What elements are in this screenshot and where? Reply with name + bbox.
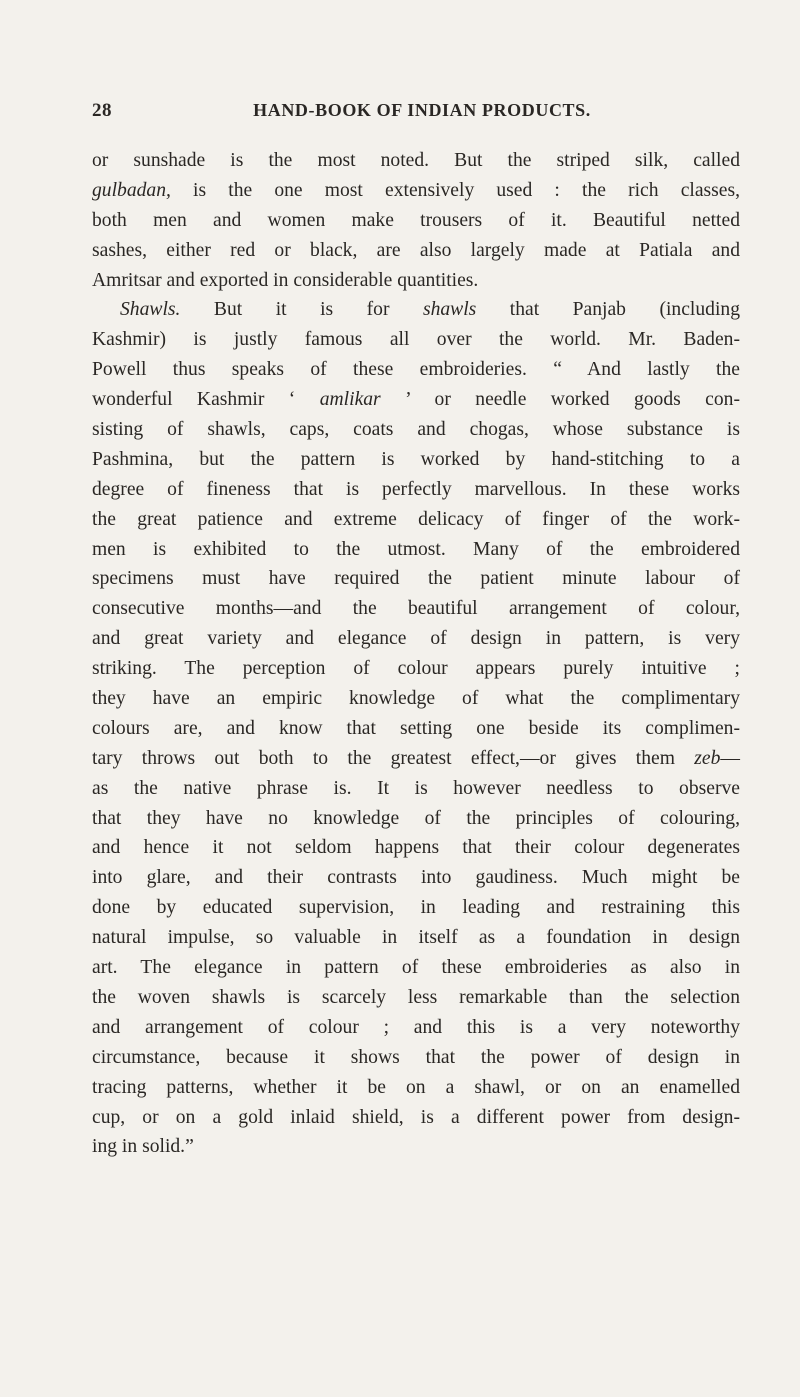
text-line <box>92 744 740 774</box>
text-line: specimens must have required the patient minute labour of <box>92 568 740 590</box>
text-line: that they have no knowledge of the principles of colouring, <box>92 807 740 829</box>
text-line: ing in solid.” <box>92 1136 194 1158</box>
text-line: degree of fineness that is perfectly marvellous. In these works <box>92 478 740 500</box>
section-heading: Shawls. <box>120 299 181 321</box>
text-line: men is exhibited to the utmost. Many of the embroidered <box>92 538 740 560</box>
text-line: consecutive months—and the beautiful arrangement of colour, <box>92 598 740 620</box>
text-line: circumstance, because it shows that the power of design in <box>92 1046 740 1068</box>
text-line: as the native phrase is. It is however needless to observe <box>92 777 740 799</box>
text-line: done by educated supervision, in leading and restraining this <box>92 897 740 919</box>
text-line: they have an empiric knowledge of what the complimentary <box>92 688 740 710</box>
text-run: ’ or needle worked goods con- <box>380 389 740 411</box>
text-line: art. The elegance in pattern of these embroideries as also in <box>92 957 740 979</box>
text-line: and great variety and elegance of design in pattern, is very <box>92 628 740 650</box>
text-line: and hence it not seldom happens that their colour degenerates <box>92 837 740 859</box>
body-text <box>92 146 740 1162</box>
italic-term: gulbadan, <box>92 179 171 201</box>
text-line: tracing patterns, whether it be on a shawl, or on an enamelled <box>92 1076 740 1098</box>
text-line: sashes, either red or black, are also largely made at Patiala and <box>92 239 740 261</box>
text-line <box>92 295 740 325</box>
italic-term: amlikar <box>319 389 381 411</box>
page-header <box>92 100 732 124</box>
text-line: natural impulse, so valuable in itself as a foundation in design <box>92 927 740 949</box>
text-run: is the one most extensively used : the rich classes, <box>170 179 740 201</box>
text-line: into glare, and their contrasts into gaudiness. Much might be <box>92 867 740 889</box>
text-line: sisting of shawls, caps, coats and chogas, whose substance is <box>92 419 740 441</box>
page-number: 28 <box>92 100 112 121</box>
text-line: Amritsar and exported in considerable quantities. <box>92 269 479 291</box>
text-run: tary throws out both to the greatest effect,—or gives them <box>92 747 695 769</box>
text-line: colours are, and know that setting one beside its complimen- <box>92 717 740 739</box>
text-run: wonderful Kashmir ‘ <box>92 389 320 411</box>
text-line: both men and women make trousers of it. Beautiful netted <box>92 209 740 231</box>
text-line: cup, or on a gold inlaid shield, is a different power from design- <box>92 1106 740 1128</box>
text-line: or sunshade is the most noted. But the striped silk, called <box>92 150 740 171</box>
text-run: But it is for <box>180 299 423 321</box>
text-line: Powell thus speaks of these embroideries. “ And lastly the <box>92 359 740 381</box>
text-line <box>92 385 740 415</box>
text-run: — <box>720 747 740 769</box>
text-line: Kashmir) is justly famous all over the world. Mr. Baden- <box>92 329 740 351</box>
text-line: Pashmina, but the pattern is worked by hand-stitching to a <box>92 448 740 470</box>
text-line <box>92 176 740 206</box>
text-line: and arrangement of colour ; and this is a very noteworthy <box>92 1016 740 1038</box>
text-line: the woven shawls is scarcely less remarkable than the selection <box>92 986 740 1008</box>
text-run: that Panjab (including <box>476 299 740 321</box>
running-head: HAND-BOOK OF INDIAN PRODUCTS. <box>253 100 591 120</box>
italic-term: zeb <box>694 747 721 769</box>
text-line: the great patience and extreme delicacy of finger of the work- <box>92 508 740 530</box>
text-line: striking. The perception of colour appears purely intuitive ; <box>92 658 740 680</box>
italic-term: shawls <box>422 299 477 321</box>
